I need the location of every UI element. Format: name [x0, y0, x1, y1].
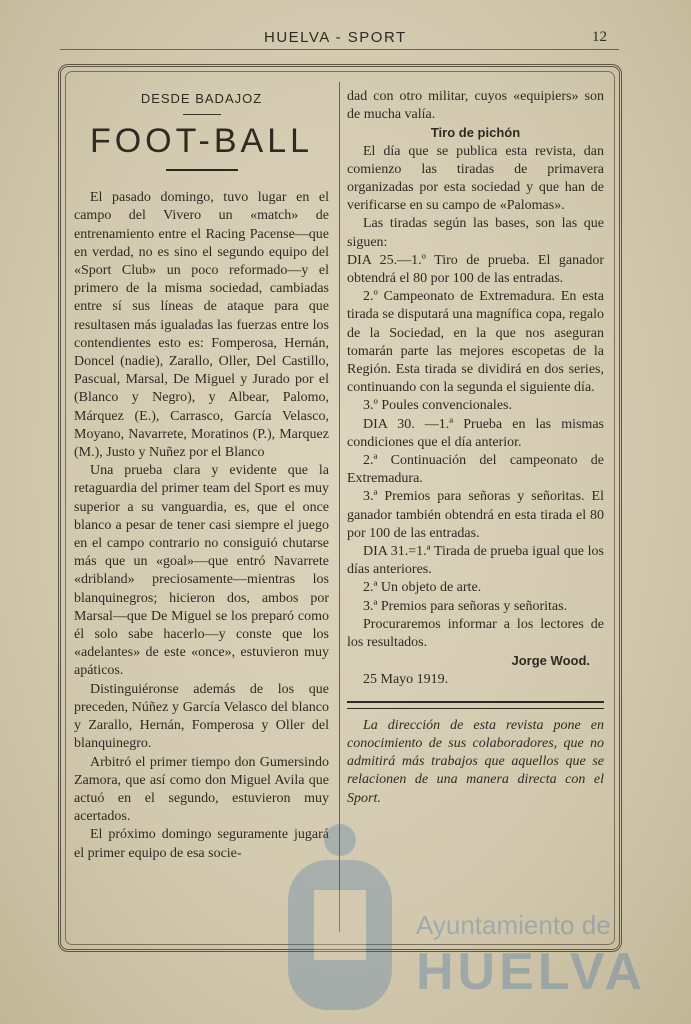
column-divider: [339, 82, 340, 932]
paragraph: El próximo domingo seguramente jugará el primer equipo de esa socie-: [74, 827, 329, 861]
paragraph: 3.ª Premios para señoras y señoritas. El ganador también obtendrá en esta tirada el 80 por 100 de las entradas.: [347, 489, 604, 541]
paragraph: 2.ª Continuación del campeonato de Extremadura.: [347, 453, 604, 487]
header-rule: [60, 49, 619, 50]
page-number: 12: [592, 29, 607, 45]
left-column: [74, 88, 329, 863]
paragraph: DIA 30. —1.ª Prueba en las mismas condiciones que el día anterior.: [347, 416, 604, 450]
paragraph: El día que se publica esta revista, dan comienzo las tiradas de primavera organizadas por esta sociedad y que han de verificarse en su campo de «Palomas».: [347, 143, 604, 214]
author-signature: Jorge Wood.: [511, 653, 590, 669]
article-headline: FOOT-BALL: [89, 122, 314, 161]
running-header: [0, 27, 691, 51]
right-column: [347, 88, 604, 808]
paragraph: 3.º Poules convencionales.: [363, 398, 512, 414]
notice-rule: [347, 701, 604, 709]
paragraph: Distinguiéronse además de los que preceden, Núñez y García Velasco del blanco y Zarallo, Hernán, Fomperosa y Oller del blanquinegro.: [74, 681, 329, 752]
editorial-notice: La dirección de esta revista pone en conocimiento de sus colaboradores, que no admitirá más trabajos que aquellos que se relacionen de una manera directa con el Sport.: [347, 717, 604, 806]
archive-watermark: [416, 910, 647, 1010]
paragraph: Las tiradas según las bases, son las que siguen:: [347, 216, 604, 250]
article-date: 25 Mayo 1919.: [363, 671, 449, 687]
paragraph: 2.ª Un objeto de arte.: [363, 580, 482, 596]
publication-title: HUELVA - SPORT: [264, 29, 407, 46]
paragraph: 3.ª Premios para señoras y señoritas.: [363, 598, 568, 614]
section-subhead: Tiro de pichón: [430, 125, 521, 141]
paragraph: Procuraremos informar a los lectores de los resultados.: [347, 616, 604, 651]
continued-paragraph: dad con otro militar, cuyos «equipiers» son de mucha valía.: [347, 89, 604, 123]
paragraph: 2.º Campeonato de Extremadura. En esta tirada se disputará una magnífica copa, regalo de la Sociedad, en la que nos aseguran tomarán parte las mejores escopetas de la Región. Esta tirada se dividirá en dos series, continuando con la segunda el siguiente día.: [347, 289, 604, 396]
paragraph: Arbitró el primer tiempo don Gumersindo Zamora, que así como don Miguel Avila que actuó en el segundo, estuvieron muy acertados.: [74, 754, 329, 825]
paragraph: Una prueba clara y evidente que la retaguardia del primer team del Sport es muy superior a su vanguardia, es, que el once blanco a pesar de tener casi siempre el juego en el campo contrario no consiguió chutarse más que un «goal»—que entró Navarrete «dribland» preciosamente—mientras los blanquinegros; hicieron dos, ambos por Marsal—que De Miguel se los preparó como él solo sabe hacerlo—y conste que los «adelantes» de este «once», estuvieron muy apáticos.: [74, 463, 329, 679]
library-stamp-icon: [280, 820, 400, 1020]
headline-rule: [166, 169, 238, 171]
article-kicker: DESDE BADAJOZ: [140, 91, 263, 106]
watermark-line1: Ayuntamiento de: [416, 910, 611, 940]
paragraph: DIA 25.—1.º Tiro de prueba. El ganador obtendrá el 80 por 100 de las entradas.: [347, 252, 604, 287]
paragraph: DIA 31.=1.ª Tirada de prueba igual que los días anteriores.: [347, 544, 604, 578]
kicker-rule: [183, 114, 221, 115]
watermark-line2: HUELVA: [416, 943, 647, 1001]
paragraph: El pasado domingo, tuvo lugar en el campo del Vivero un «match» de entrenamiento entre el Racing Pacense—que en verdad, no es sino el segundo equipo del «Sport Club» un poco reformado—y el primero de la misma sociedad, cambiadas entre sí sus líneas de ataque para que resultasen más igualadas las fuerzas entre los contendientes esto es: Fomperosa, Hernán, Doncel (nadie), Zarallo, Oller, Del Castillo, Pascual, Marsal, De Miguel y Jurado por el (Blanco y Negro), y Albear, Palomo, Márquez (E.), Carrasco, García Velasco, Moyano, Navarrete, Moratinos (P.), Marquez (M.), Justo y Nuñez por el Blanco: [74, 190, 329, 461]
